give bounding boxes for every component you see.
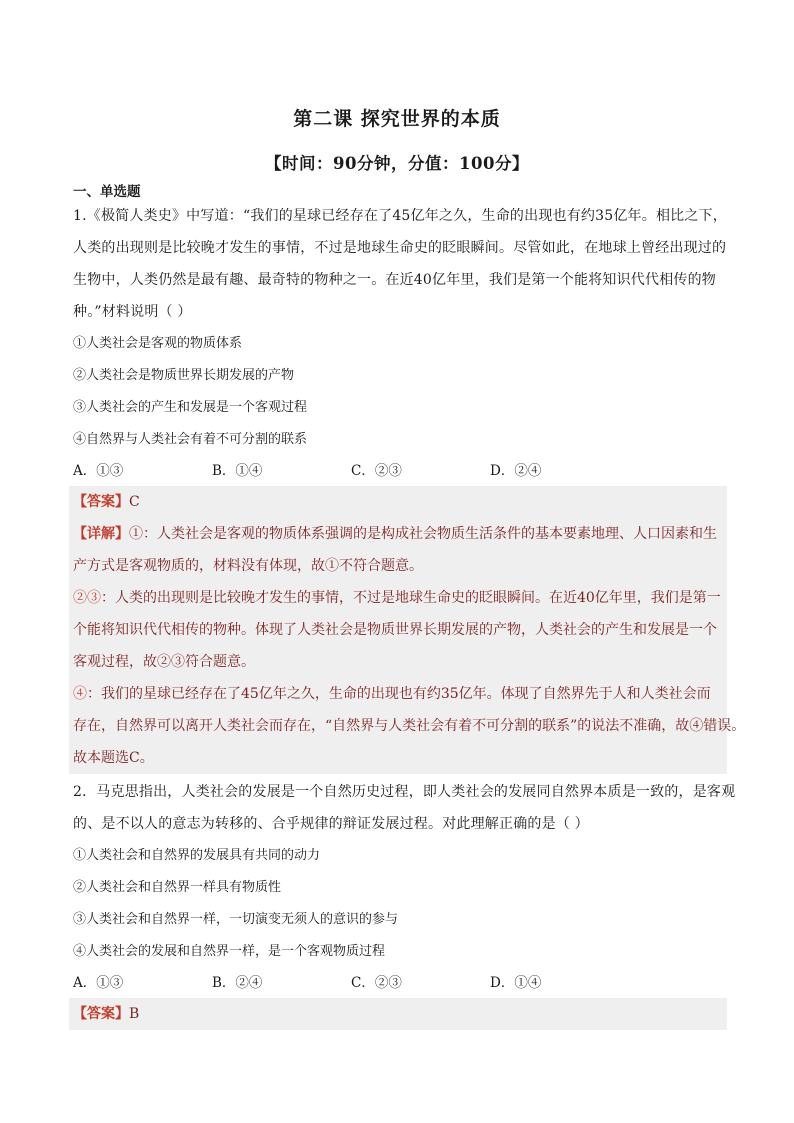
statement-option: ③人类社会的产生和发展是一个客观过程 (73, 400, 308, 415)
detail-line: 客观过程，故②③符合题意。 (73, 654, 255, 670)
statement-option: ①人类社会是客观的物质体系 (73, 336, 243, 351)
conclusion-line: 故本题选C。 (73, 750, 154, 766)
question-text-line: 生物中，人类仍然是最有趣、最奇特的物种之一。在近40亿年里，我们是第一个能将知识代代相传的物 (73, 272, 717, 288)
detail-line (73, 678, 727, 710)
choice-b[interactable]: B．②④ (212, 975, 263, 991)
question-text-line: 人类的出现则是比较晚才发生的事情，不过是地球生命史的眨眼瞬间。尽管如此，在地球上曾经出现过的 (73, 240, 727, 256)
question-text-line: 的、是不以人的意志为转移的、合乎规律的辩证发展过程。对此理解正确的是（ ） (73, 816, 589, 832)
detail-text: ：我们的星球已经存在了45亿年之久，生命的出现也有约35亿年。体现了自然界先于人和人类社会而 (87, 686, 711, 702)
statement-option: ④人类社会的发展和自然界一样，是一个客观物质过程 (73, 944, 386, 959)
answer-choices (73, 968, 723, 998)
statement-option: ②人类社会是物质世界长期发展的产物 (73, 368, 295, 383)
answer-choices (73, 456, 723, 486)
statement-option: ③人类社会和自然界一样，一切演变无须人的意识的参与 (73, 912, 399, 927)
detail-tag: ④ (73, 686, 87, 702)
answer-line (73, 486, 727, 518)
choice-d[interactable]: D．②④ (490, 463, 542, 479)
answer-value: C (129, 494, 140, 510)
choice-a[interactable]: A．①③ (73, 463, 124, 479)
page-title: 第二课 探究世界的本质 (293, 108, 501, 130)
detail-line: 产方式是客观物质的，材料没有体现，故①不符合题意。 (73, 558, 423, 574)
choice-c[interactable]: C．②③ (351, 463, 402, 479)
answer-label: 【答案】 (73, 494, 129, 510)
answer-value: B (129, 1006, 140, 1022)
detail-text: ：人类的出现则是比较晚才发生的事情，不过是地球生命史的眨眼瞬间。在近40亿年里，我们是第一 (101, 590, 721, 606)
choice-a[interactable]: A．①③ (73, 975, 124, 991)
answer-block (69, 998, 727, 1030)
question-text-line: 1.《极简人类史》中写道：“我们的星球已经存在了45亿年之久，生命的出现也有约35亿年。相比之下， (73, 208, 727, 224)
detail-label: 【详解】 (73, 526, 129, 542)
choice-b[interactable]: B．①④ (212, 463, 263, 479)
section-heading: 一、单选题 (73, 184, 141, 200)
detail-line (73, 518, 727, 550)
statement-option: ①人类社会和自然界的发展具有共同的动力 (73, 848, 321, 863)
question-2 (73, 776, 736, 1030)
detail-text: ①：人类社会是客观的物质体系强调的是构成社会物质生活条件的基本要素地理、人口因素和生 (129, 526, 717, 542)
question-text-line: 种。”材料说明（ ） (73, 304, 192, 320)
detail-line (73, 582, 727, 614)
questions (73, 200, 746, 1030)
statement-option: ④自然界与人类社会有着不可分割的联系 (73, 432, 308, 447)
detail-line: 存在，自然界可以离开人类社会而存在，“自然界与人类社会有着不可分割的联系”的说法不准确，故④错误。 (73, 718, 746, 734)
detail-tag: ②③ (73, 590, 101, 606)
detail-line: 个能将知识代代相传的物种。体现了人类社会是物质世界长期发展的产物，人类社会的产生和发展是一个 (73, 622, 717, 638)
answer-line (73, 998, 727, 1030)
exam-info: 【时间：90分钟，分值：100分】 (265, 154, 529, 173)
question-1 (73, 200, 746, 774)
answer-block (69, 486, 746, 774)
question-text-line: 2．马克思指出，人类社会的发展是一个自然历史过程，即人类社会的发展同自然界本质是一致的，是客观 (73, 784, 736, 800)
choice-c[interactable]: C．②③ (351, 975, 402, 991)
statement-option: ②人类社会和自然界一样具有物质性 (73, 880, 282, 895)
choice-d[interactable]: D．①④ (490, 975, 542, 991)
answer-label: 【答案】 (73, 1006, 129, 1022)
